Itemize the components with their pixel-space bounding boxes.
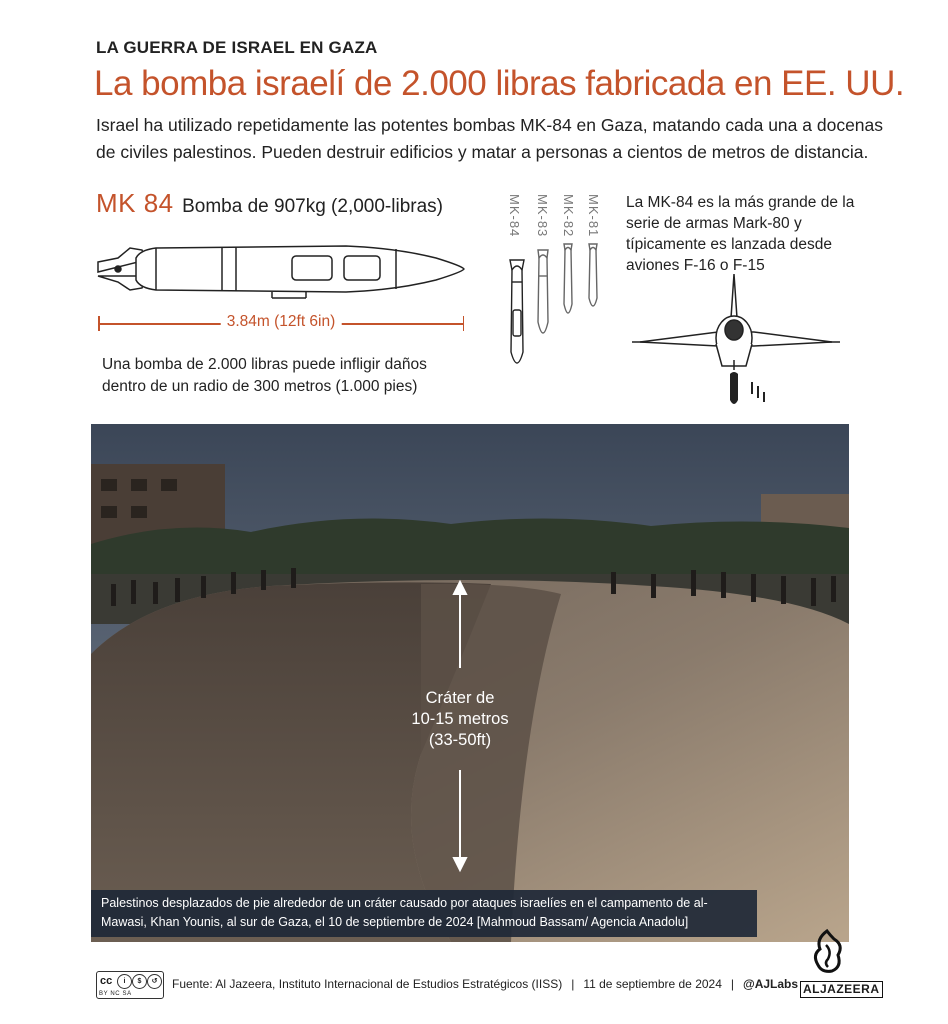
bomb-heading [96,188,443,219]
series-bombs-illustration [500,192,610,382]
page-title: La bomba israelí de 2.000 libras fabricada en EE. UU. [94,64,905,103]
bomb-weight: Bomba de 907kg (2,000-libras) [182,196,443,217]
kicker: LA GUERRA DE ISRAEL EN GAZA [96,38,378,57]
cc-license-sub: BY NC SA [99,991,132,997]
series-label-mk81: MK-81 [586,194,601,238]
subtitle: Israel ha utilizado repetidamente las potentes bombas MK-84 en Gaza, matando cada una a docenas de civiles palestinos. Pueden destruir edificios y matar a personas a cientos de metros de distancia. [96,115,884,162]
photo-caption: Palestinos desplazados de pie alrededor de un cráter causado por ataques israelíes en el campamento de al-Mawasi, Khan Younis, al sur de Gaza, el 10 de septiembre de 2024 [Mahmoud Bassam/ Agencia Anadolu] [91,890,757,937]
length-label: 3.84m (12ft 6in) [221,313,342,331]
aljazeera-logo-icon [802,927,852,979]
series-label-mk84: MK-84 [507,194,522,238]
crater-label-line2: 10-15 metros [411,710,509,728]
length-cap-right [463,316,465,331]
aljazeera-brand: ALJAZEERA [800,981,883,998]
source-line: Fuente: Al Jazeera, Instituto Internacional de Estudios Estratégicos (IISS) | 11 de septiembre de 2024 | @AJLabs [172,977,799,991]
cc-nc-icon: $ [132,974,147,989]
length-dimension [98,312,464,334]
crater-photo [91,424,849,942]
series-note: La MK-84 es la más grande de la serie de armas Mark-80 y típicamente es lanzada desde aviones F-16 o F-15 [626,194,855,274]
cc-license-main: cc [100,975,113,987]
bomb-illustration [96,236,468,302]
crater-label [391,688,529,751]
mark80-series [500,192,610,382]
cc-sa-icon: ↺ [147,974,162,989]
crater-label-line1: Cráter de [425,689,495,707]
radius-note: Una bomba de 2.000 libras puede infligir daños dentro de un radio de 300 metros (1.000 pies) [102,356,427,395]
date-text: 11 de septiembre de 2024 [583,977,722,991]
cc-license-icon [96,971,164,999]
footer [96,969,880,1003]
source-text: Fuente: Al Jazeera, Instituto Internacional de Estudios Estratégicos (IISS) [172,977,563,991]
crater-label-line3: (33-50ft) [428,731,492,749]
bomb-name: MK 84 [96,188,174,218]
series-label-mk83: MK-83 [535,194,550,238]
length-cap-left [98,316,100,331]
ajlabs-handle: @AJLabs [743,977,799,991]
crater-photo-image [91,424,849,942]
f16-jet-illustration [630,270,842,410]
cc-by-icon: i [117,974,132,989]
series-label-mk82: MK-82 [561,194,576,238]
